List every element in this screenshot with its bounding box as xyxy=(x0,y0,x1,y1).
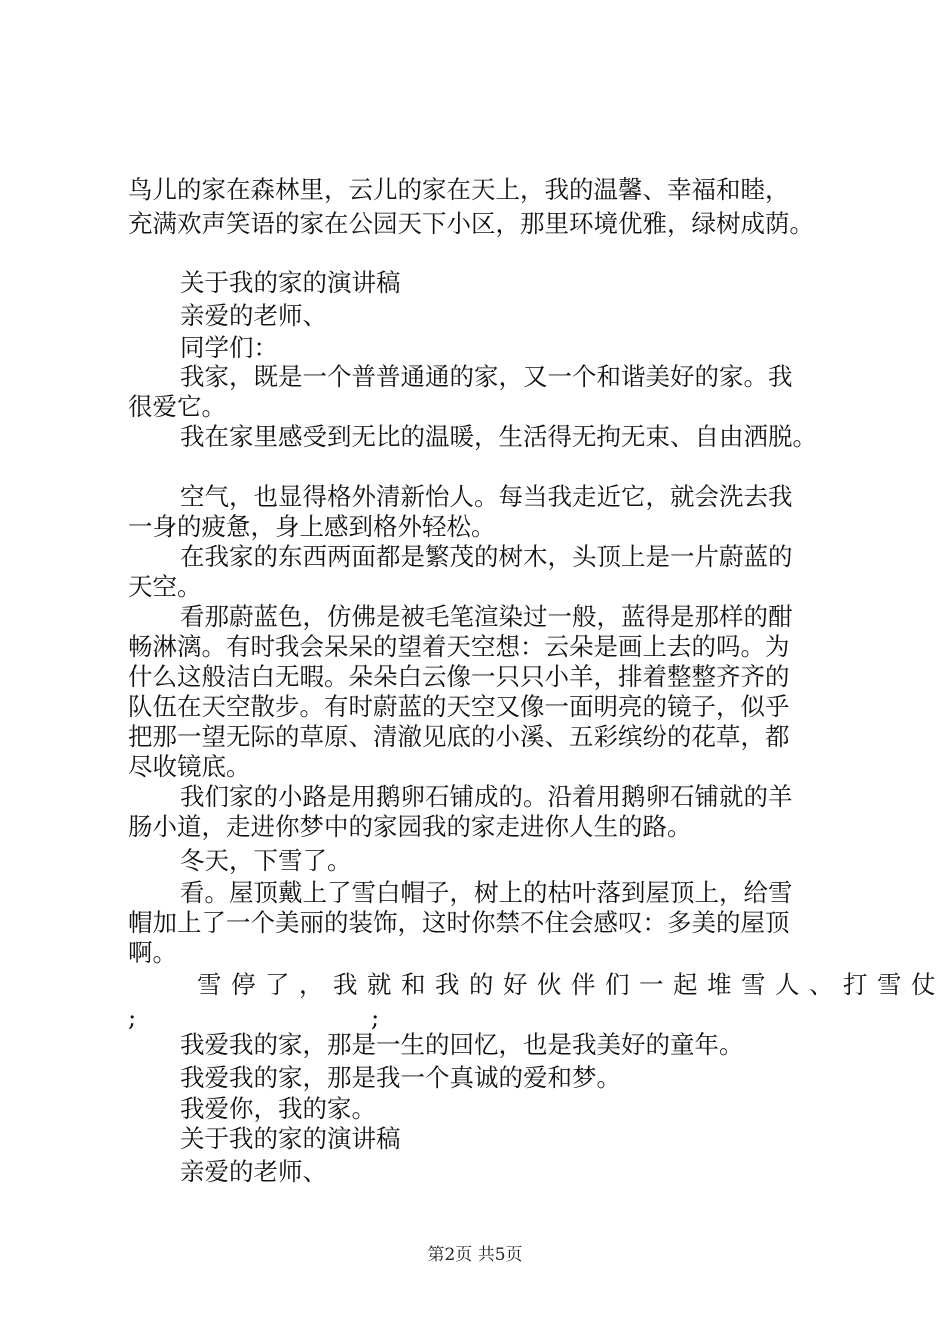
paragraph-line: 我们家的小路是用鹅卵石铺成的。沿着用鹅卵石铺就的羊 xyxy=(180,782,793,811)
paragraph-line: 我爱我的家，那是我一个真诚的爱和梦。 xyxy=(180,1063,621,1092)
paragraph-line: 空气，也显得格外清新怡人。每当我走近它，就会洗去我 xyxy=(180,482,793,511)
speech-title-repeat: 关于我的家的演讲稿 xyxy=(180,1124,401,1153)
paragraph-line: 畅淋漓。有时我会呆呆的望着天空想：云朵是画上去的吗。为 xyxy=(128,632,790,661)
paragraph-line: 什么这般洁白无暇。朵朵白云像一只只小羊，排着整整齐齐的 xyxy=(128,662,790,691)
paragraph-line: 尽收镜底。 xyxy=(128,752,251,781)
paragraph-line: 帽加上了一个美丽的装饰，这时你禁不住会感叹：多美的屋顶 xyxy=(128,908,790,937)
paragraph-line: 在我家的东西两面都是繁茂的树木，头顶上是一片蔚蓝的 xyxy=(180,542,793,571)
intro-line-2: 充满欢声笑语的家在公园天下小区，那里环境优雅，绿树成荫。 xyxy=(128,209,814,238)
paragraph-line: 一身的疲惫，身上感到格外轻松。 xyxy=(128,512,496,541)
paragraph-line: 把那一望无际的草原、清澈见底的小溪、五彩缤纷的花草，都 xyxy=(128,722,790,751)
paragraph-line: 我爱我的家，那是一生的回忆，也是我美好的童年。 xyxy=(180,1030,744,1059)
greeting-teachers: 亲爱的老师、 xyxy=(180,301,327,330)
paragraph-line: 啊。 xyxy=(128,938,177,967)
paragraph-line-justified: 雪停了，我就和我的好伙伴们一起堆雪人、打雪仗 xyxy=(197,970,945,999)
paragraph-line: 队伍在天空散步。有时蔚蓝的天空又像一面明亮的镜子，似乎 xyxy=(128,692,790,721)
page-number-footer: 第2页 共5页 xyxy=(427,1245,523,1265)
semicolon-mark: ; xyxy=(371,1003,380,1032)
paragraph-line: 我爱你，我的家。 xyxy=(180,1094,376,1123)
paragraph-line: 很爱它。 xyxy=(128,392,226,421)
greeting-teachers-repeat: 亲爱的老师、 xyxy=(180,1157,327,1186)
paragraph-line: 我在家里感受到无比的温暖，生活得无拘无束、自由洒脱。 xyxy=(180,422,817,451)
paragraph-line: 冬天，下雪了。 xyxy=(180,846,352,875)
paragraph-line: 我家，既是一个普普通通的家，又一个和谐美好的家。我 xyxy=(180,362,793,391)
paragraph-line: 看。屋顶戴上了雪白帽子，树上的枯叶落到屋顶上，给雪 xyxy=(180,878,793,907)
paragraph-line: 看那蔚蓝色，仿佛是被毛笔渲染过一般，蓝得是那样的酣 xyxy=(180,602,793,631)
speech-title: 关于我的家的演讲稿 xyxy=(180,268,401,297)
greeting-classmates: 同学们： xyxy=(180,333,278,362)
paragraph-line: 天空。 xyxy=(128,572,202,601)
paragraph-line: 肠小道，走进你梦中的家园我的家走进你人生的路。 xyxy=(128,812,692,841)
semicolon-mark: ; xyxy=(128,1003,137,1032)
intro-line-1: 鸟儿的家在森林里，云儿的家在天上，我的温馨、幸福和睦， xyxy=(128,175,790,204)
